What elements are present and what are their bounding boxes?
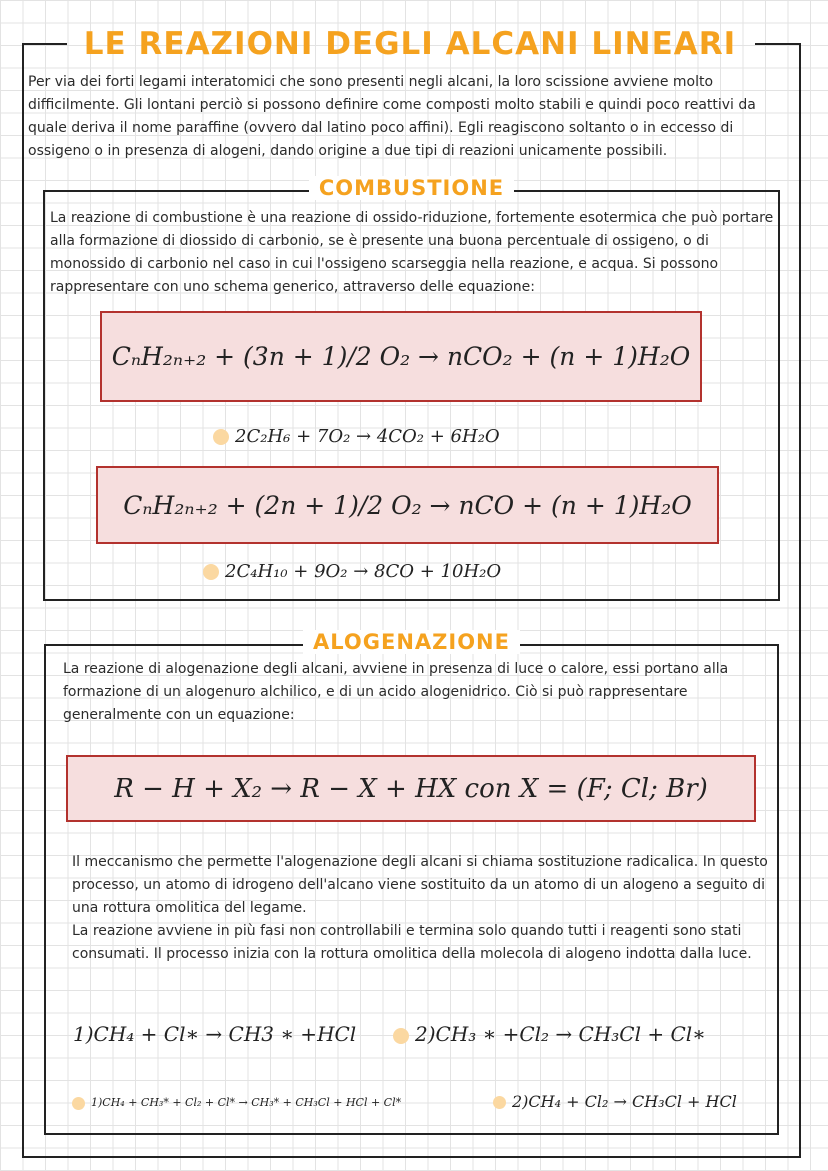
combustione-incomplete-equation: CₙH₂ₙ₊₂ + (2n + 1)/2 O₂ → nCO + (n + 1)H₂O [96, 466, 719, 544]
reaction-step-1: 1)CH₄ + Cl∗ → CH3 ∗ +HCl [73, 1022, 357, 1046]
reaction-step-3: 1)CH₄ + CH₃* + Cl₂ + Cl* → CH₃* + CH₃Cl + HCl + Cl* [91, 1096, 402, 1109]
alogenazione-process-text: La reazione avviene in più fasi non controllabili e termina solo quando tutti i reagenti sono stati consumati. Il processo inizia con la rottura omolitica della molecola di alogeno indotta dalla luce. [72, 923, 752, 962]
alogenazione-text: La reazione di alogenazione degli alcani, avviene in presenza di luce o calore, essi portano alla formazione di un alogenuro alchilico, e di un acido alogenidrico. Ciò si può rappresentare generalmente con un equazione: [63, 661, 729, 723]
title-rule-right [755, 43, 801, 45]
alogenazione-heading: ALOGENAZIONE [303, 630, 520, 654]
alogenazione-equation: R − H + X₂ → R − X + HX con X = (F; Cl; Br) [66, 755, 756, 822]
combustione-text: La reazione di combustione è una reazione di ossido-riduzione, fortemente esotermica che può portare alla formazione di diossido di carbonio, se è presente una buona percentuale di ossigeno, o di monossido di carbonio nel caso in cui l'ossigeno scarseggia nella reazione, e acqua. Si possono rappresentare con uno schema generico, attraverso delle equazione: [50, 210, 774, 295]
bullet-icon [203, 564, 219, 580]
reaction-step-4: 2)CH₄ + Cl₂ → CH₃Cl + HCl [512, 1092, 737, 1111]
bullet-icon [72, 1097, 85, 1110]
combustione-example-1: 2C₂H₆ + 7O₂ → 4CO₂ + 6H₂O [235, 426, 500, 447]
combustione-example-2: 2C₄H₁₀ + 9O₂ → 8CO + 10H₂O [225, 561, 502, 582]
alogenazione-mechanism-text: Il meccanismo che permette l'alogenazione degli alcani si chiama sostituzione radicalica. In questo processo, un atomo di idrogeno dell'alcano viene sostituito da un atomo di un alogeno a seguito di una rottura omolitica del legame. [72, 854, 768, 916]
reaction-step-2: 2)CH₃ ∗ +Cl₂ → CH₃Cl + Cl∗ [415, 1022, 706, 1046]
bullet-icon [493, 1096, 506, 1109]
combustione-general-equation: CₙH₂ₙ₊₂ + (3n + 1)/2 O₂ → nCO₂ + (n + 1)H₂O [100, 311, 702, 402]
bullet-icon [393, 1028, 409, 1044]
bullet-icon [213, 429, 229, 445]
intro-paragraph: Per via dei forti legami interatomici che sono presenti negli alcani, la loro scissione avviene molto difficilmente. Gli lontani perciò si possono definire come composti molto stabili e quindi poco reattivi da quale deriva il nome paraffine (ovvero dal latino poco affini). Egli reagiscono soltanto o in eccesso di ossigeno o in presenza di alogeni, dando origine a due tipi di reazioni unicamente possibili. [28, 74, 756, 159]
page-title: LE REAZIONI DEGLI ALCANI LINEARI [83, 26, 737, 62]
combustione-heading: COMBUSTIONE [309, 176, 514, 200]
